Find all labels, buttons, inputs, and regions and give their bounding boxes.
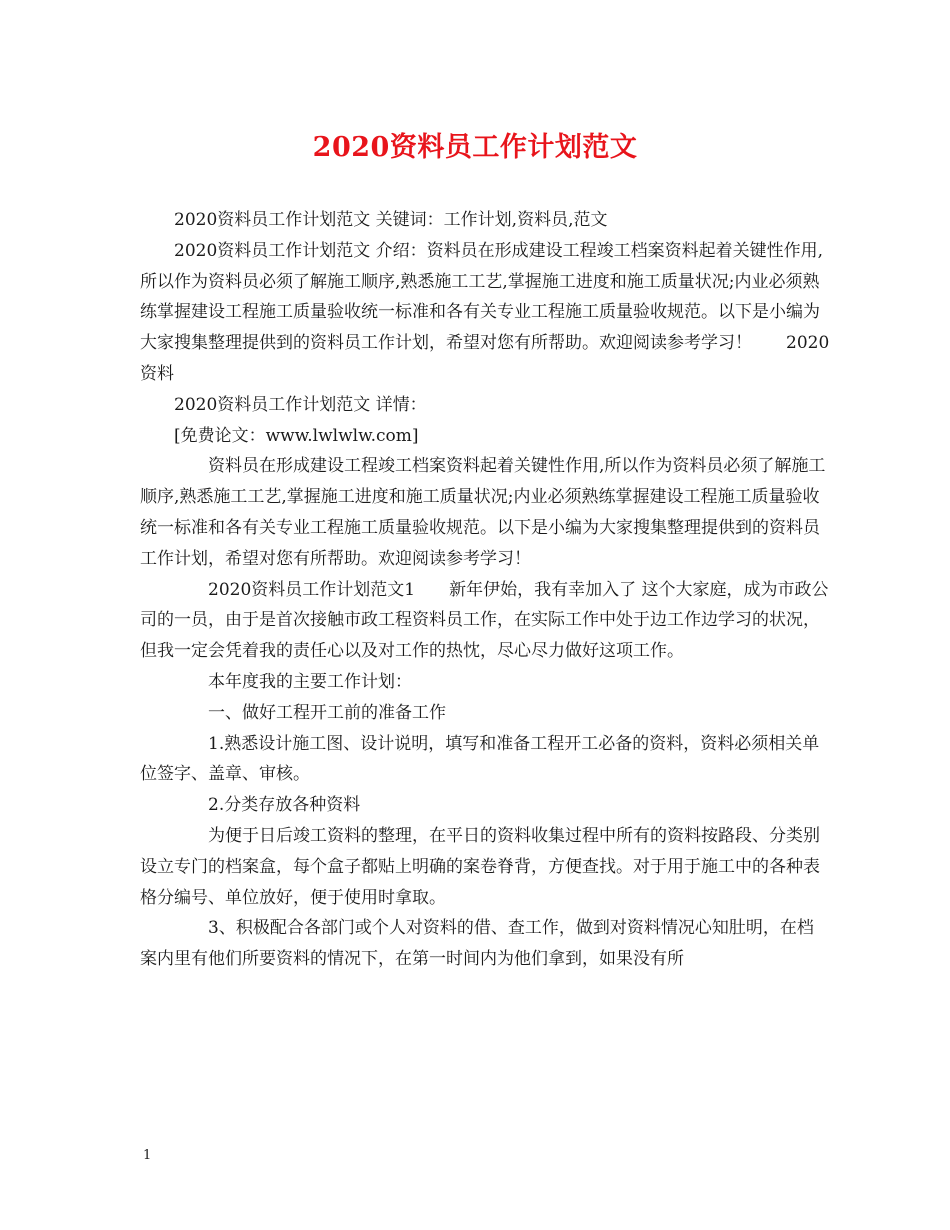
plan-heading: 本年度我的主要工作计划： — [208, 671, 412, 692]
list-item-1: 1.熟悉设计施工图、设计说明，填写和准备工程开工必备的资料，资料必须相关单位签字、盖章、审核。 — [140, 733, 820, 785]
document-body — [140, 205, 830, 975]
list-item-2-body: 为便于日后竣工资料的整理，在平日的资料收集过程中所有的资料按路段、分类别设立专门的档案盒，每个盒子都贴上明确的案卷脊背，方便查找。对于用于施工中的各种表格分编号、单位放好，便于使用时拿取。 — [140, 825, 820, 908]
section-heading-1: 一、做好工程开工前的准备工作 — [208, 702, 446, 723]
plan-intro-paragraph: 2020资料员工作计划范文1 新年伊始，我有幸加入了 这个大家庭，成为市政公司的一员，由于是首次接触市政工程资料员工作，在实际工作中处于边工作边学习的状况，但我一定会凭着我的责任心以及对工作的热忱，尽心尽力做好这项工作。 — [140, 579, 829, 662]
list-item-3: 3、积极配合各部门或个人对资料的借、查工作，做到对资料情况心知肚明，在档案内里有他们所要资料的情况下，在第一时间内为他们拿到，如果没有所 — [140, 918, 814, 970]
keywords-paragraph: 2020资料员工作计划范文 关键词：工作计划,资料员,范文 — [174, 210, 608, 230]
source-note: [免费论文：www.lwlwlw.com] — [174, 425, 419, 446]
details-heading: 2020资料员工作计划范文 详情： — [174, 394, 427, 415]
intro-paragraph: 2020资料员工作计划范文 介绍：资料员在形成建设工程竣工档案资料起着关键性作用,所以作为资料员必须了解施工顺序,熟悉施工工艺,掌握施工进度和施工质量状况;内业必须熟练掌握建设工程施工质量验收统一标准和各有关专业工程施工质量验收规范。以下是小编为大家搜集整理提供到的资料员工作计划，希望对您有所帮助。欢迎阅读参考学习！ 2020资料 — [140, 240, 830, 384]
document-title: 2020资料员工作计划范文 — [312, 132, 638, 163]
summary-paragraph: 资料员在形成建设工程竣工档案资料起着关键性作用,所以作为资料员必须了解施工顺序,熟悉施工工艺,掌握施工进度和施工质量状况;内业必须熟练掌握建设工程施工质量验收统一标准和各有关专业工程施工质量验收规范。以下是小编为大家搜集整理提供到的资料员工作计划，希望对您有所帮助。欢迎阅读参考学习！ — [140, 456, 826, 569]
list-item-2: 2.分类存放各种资料 — [208, 795, 361, 816]
page-number: 1 — [143, 1148, 152, 1163]
